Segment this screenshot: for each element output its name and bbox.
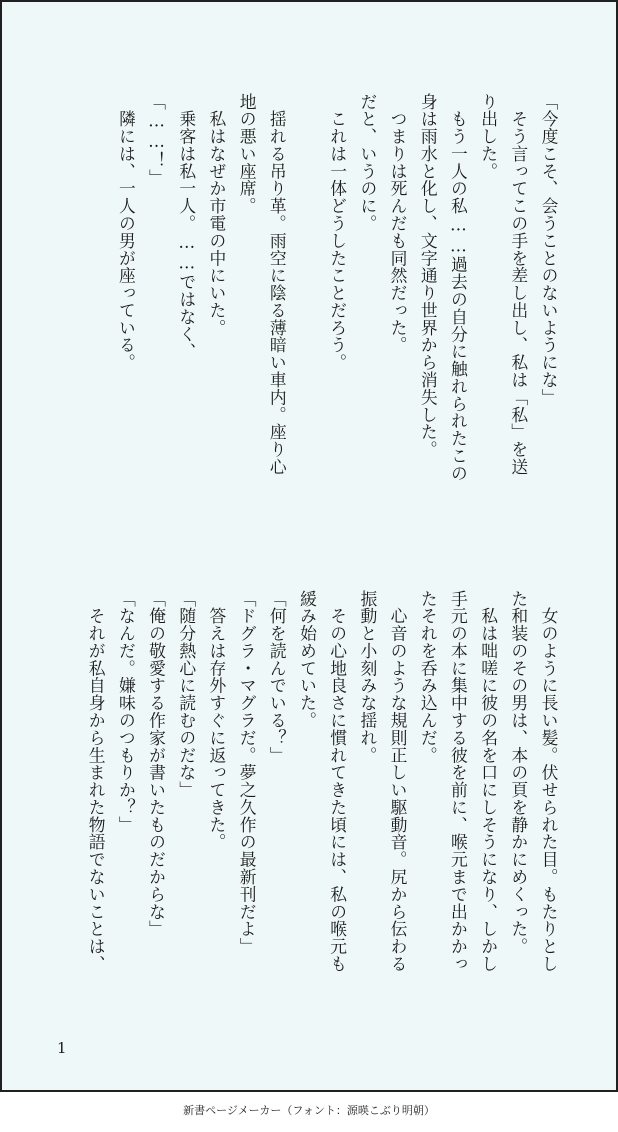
text-column: 「なんだ。嫌味のつもりか？」 (116, 590, 137, 834)
text-column: その心地良さに慣れてきた頃には、私の喉元も (327, 590, 348, 973)
text-column: そう言ってこの手を差し出し、私は「私」を送 (508, 93, 529, 476)
text-column: つまりは死んだも同然だった。 (388, 93, 409, 354)
text-column: 「随分熱心に読むのだな」 (176, 590, 197, 799)
text-column: た和装のその男は、本の頁を静かにめくった。 (508, 590, 529, 956)
text-column: これは一体どうしたことだろう。 (327, 93, 348, 372)
text-column: だと、いうのに。 (357, 93, 378, 233)
text-column: り出した。 (478, 93, 499, 180)
text-column: 女のように長い髪。伏せられた目。もたりとし (539, 590, 559, 973)
upper-text-block (42, 93, 562, 528)
text-column: 地の悪い座席。 (237, 93, 258, 215)
text-column: 私は咄嗟に彼の名を口にしそうになり、しかし (478, 590, 499, 973)
text-column: 身は雨水と化し、文字通り世界から消失した。 (418, 93, 439, 459)
text-column: それが私自身から生まれた物語でないことは、 (86, 590, 107, 973)
footer-credit: 新書ページメーカー（フォント：源暎こぶり明朝） (183, 1104, 435, 1117)
text-column: 振動と小刻みな揺れ。 (357, 590, 378, 764)
text-column: もう一人の私……過去の自分に触れられたこの (448, 93, 469, 482)
text-column: 「今度こそ、会うことのないようにな」 (539, 93, 559, 407)
text-column: 私はなぜか市電の中にいた。 (206, 93, 227, 337)
text-column: 「……！」 (146, 93, 167, 187)
page-number: 1 (57, 1039, 67, 1057)
text-column: たそれを呑み込んだ。 (418, 590, 439, 764)
text-column: 乗客は私一人。……ではなく、 (176, 93, 197, 361)
text-column: 答えは存外すぐに返ってきた。 (206, 590, 227, 851)
text-column: 揺れる吊り革。雨空に陰る薄暗い車内。座り心 (267, 93, 288, 476)
text-column: 緩み始めていた。 (297, 590, 318, 730)
lower-text-block (42, 590, 562, 1015)
text-column: 「ドグラ・マグラだ。夢之久作の最新刊だよ」 (237, 590, 258, 956)
text-column: 「俺の敬愛する作家が書いたものだからな」 (146, 590, 167, 938)
text-column: 心音のような規則正しい駆動音。尻から伝わる (388, 590, 409, 973)
text-column: 「何を読んでいる？」 (267, 590, 288, 764)
text-column: 隣には、一人の男が座っている。 (116, 93, 137, 372)
text-column: 手元の本に集中する彼を前に、喉元まで出かかっ (448, 590, 469, 973)
